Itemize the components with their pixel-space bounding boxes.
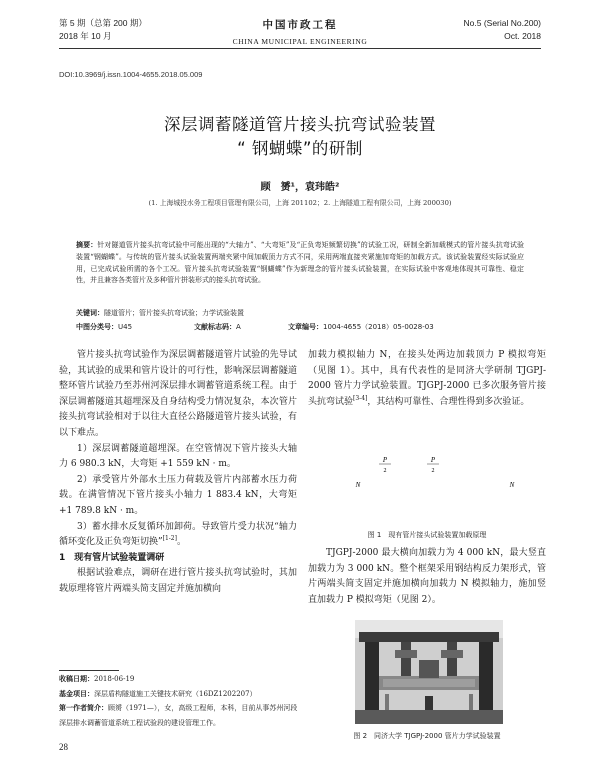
right-paragraph-2: TJGPJ-2000 最大横向加载力为 4 000 kN，最大竖直加载力为 3 000 kN。整个框架采用钢结构反力架形式，管片两端头简支固定并施加横向加载力 N 模拟轴力，施加竖直加载力 P 模拟弯矩（见图 2）。 (308, 548, 546, 605)
author-bio-text: 顾赟（1971—），女，高级工程师，本科，目前从事苏州河段深层排水调蓄管道系统工程试验段的建设管理工作。 (59, 704, 298, 727)
article-no-value: 1004-4655（2018）05-0028-03 (323, 323, 434, 331)
fig1-label-half-left: 2 (383, 468, 387, 474)
authors: 顾 赟¹，袁玮皓² (260, 182, 340, 193)
citation-1-2: [1-2] (162, 535, 177, 543)
fig1-label-p-left: P (382, 456, 388, 464)
doc-code-value: A (236, 323, 241, 331)
page-number: 28 (59, 742, 68, 752)
header-date-cn: 2018 年 10 月 (59, 31, 112, 41)
right-paragraph-1-text: 加载力模拟轴力 N，在接头处两边加载顶力 P 模拟弯矩（见图 1）。其中，具有代表性的是同济大学研制 TJGPJ-2000 管片力学试验装置。TJGPJ-2000 已多次服务管片接头抗弯试验 (308, 350, 546, 407)
journal-name-cn: 中国市政工程 (262, 19, 338, 31)
journal-name-en: CHINA MUNICIPAL ENGINEERING (232, 37, 368, 46)
received-date: 2018-06-19 (94, 675, 135, 683)
footnote-fund (59, 687, 299, 702)
left-paragraph-2: 1）深层调蓄隧道超埋深。在空管情况下管片接头大轴力 6 980.3 kN，大弯矩 +1 559 kN · m。 (59, 443, 297, 470)
footnote-author (59, 701, 299, 730)
right-paragraph-1 (308, 348, 546, 410)
article-no-label: 文章编号： (288, 323, 323, 331)
footnote-rule (59, 670, 119, 671)
header-date-en: Oct. 2018 (504, 31, 541, 41)
keywords-label: 关键词： (76, 309, 104, 317)
title-line-1: 深层调蓄隧道管片接头抗弯试验装置 (164, 115, 436, 134)
doi: DOI:10.3969/j.issn.1004-4655.2018.05.009 (59, 70, 203, 79)
fig1-label-n-left: N (355, 481, 361, 489)
affiliation: (1. 上海城投水务工程项目管理有限公司，上海 201102；2. 上海隧道工程有限公司，上海 200030) (148, 199, 452, 207)
keywords-text: 隧道管片；管片接头抗弯试验；力学试验装置 (104, 309, 244, 317)
clc-value: U45 (118, 323, 133, 331)
left-paragraph-1: 管片接头抗弯试验作为深层调蓄隧道管片试验的先导试验，其试验的成果和管片设计的可行性，影响深层调蓄隧道整环管片试验乃至苏州河深层排水调蓄管道系统工程。由于深层调蓄隧道其超埋深及自身结构受力情况复杂，本次管片接头抗弯试验相对于以往大直径公路隧道管片接头试验，有以下难点。 (59, 350, 297, 438)
clc-label: 中图分类号： (76, 323, 118, 331)
right-paragraph-1-end: ，其结构可靠性、合理性得到多次验证。 (367, 396, 530, 407)
title-line-2: “ 钢蝴蝶”的研制 (237, 139, 363, 158)
fig1-label-p-right: P (430, 456, 436, 464)
footnote (59, 672, 299, 730)
classification-line (76, 322, 524, 332)
figure-1-caption: 图 1 现有管片接头试验装置加载原理 (367, 531, 487, 539)
footnote-received (59, 672, 299, 687)
abstract (76, 240, 524, 287)
left-paragraph-5: 根据试验难点，调研在进行管片接头抗弯试验时，其加载原理将管片两端头简支固定并施加横向 (59, 568, 297, 594)
left-paragraph-4 (59, 520, 297, 551)
right-column-top (308, 348, 546, 410)
header-rule (59, 48, 541, 49)
doc-code-label: 文献标志码： (194, 323, 236, 331)
fig1-label-half-right: 2 (431, 468, 435, 474)
author-bio-label: 第一作者简介： (59, 704, 108, 712)
right-column-middle (308, 546, 546, 608)
keywords (76, 308, 524, 319)
figure-2-photo (355, 620, 503, 724)
left-paragraph-4-text: 3）蓄水排水反复循环加卸荷。导致管片受力状况“轴力循环变化及正负弯矩切换” (59, 521, 297, 548)
abstract-text: 针对隧道管片接头抗弯试验中可能出现的“大轴力”、“大弯矩”及“正负弯矩频繁切换”的试验工况，研制全新加载模式的管片接头抗弯试验装置“钢蝴蝶”。与传统的管片接头试验装置两端夹紧中间加载顶力方式不同，采用两端直接夹紧施加弯矩的加载方式。该试验装置经实际试验应用，已完成试验所需的各个工况。管片接头抗弯试验装置“钢蝴蝶”作为新理念的管片接头试验装置，在实际试验中客观地体现其可靠性、稳定性，并且兼容各类管片及多种管片拼装形式的接头抗弯试验。 (76, 241, 524, 285)
header-issue-cn: 第 5 期（总第 200 期） (59, 18, 147, 28)
test-rig-illustration (355, 620, 503, 724)
received-label: 收稿日期： (59, 675, 94, 683)
abstract-label: 摘要： (76, 241, 98, 249)
left-paragraph-4-end: 。 (176, 537, 186, 548)
fig1-label-n-right: N (509, 481, 515, 489)
left-column (59, 348, 297, 598)
fund-label: 基金项目： (59, 689, 94, 698)
section-1-heading: 1 现有管片试验装置调研 (59, 552, 165, 563)
figure-2-caption: 图 2 同济大学 TJGPJ-2000 管片力学试验装置 (353, 732, 501, 740)
left-paragraph-3: 2）承受管片外部水土压力荷载及管片内部蓄水压力荷载。在满管情况下管片接头小轴力 1 883.4 kN，大弯矩 +1 789.8 kN · m。 (59, 474, 297, 516)
citation-3-4: [3-4] (353, 394, 368, 402)
fund-text: 深层盾构隧道施工关键技术研究（16DZ1202207） (94, 689, 257, 698)
figure-1-diagram (320, 455, 544, 521)
header-issue-en: No.5 (Serial No.200) (463, 18, 541, 28)
